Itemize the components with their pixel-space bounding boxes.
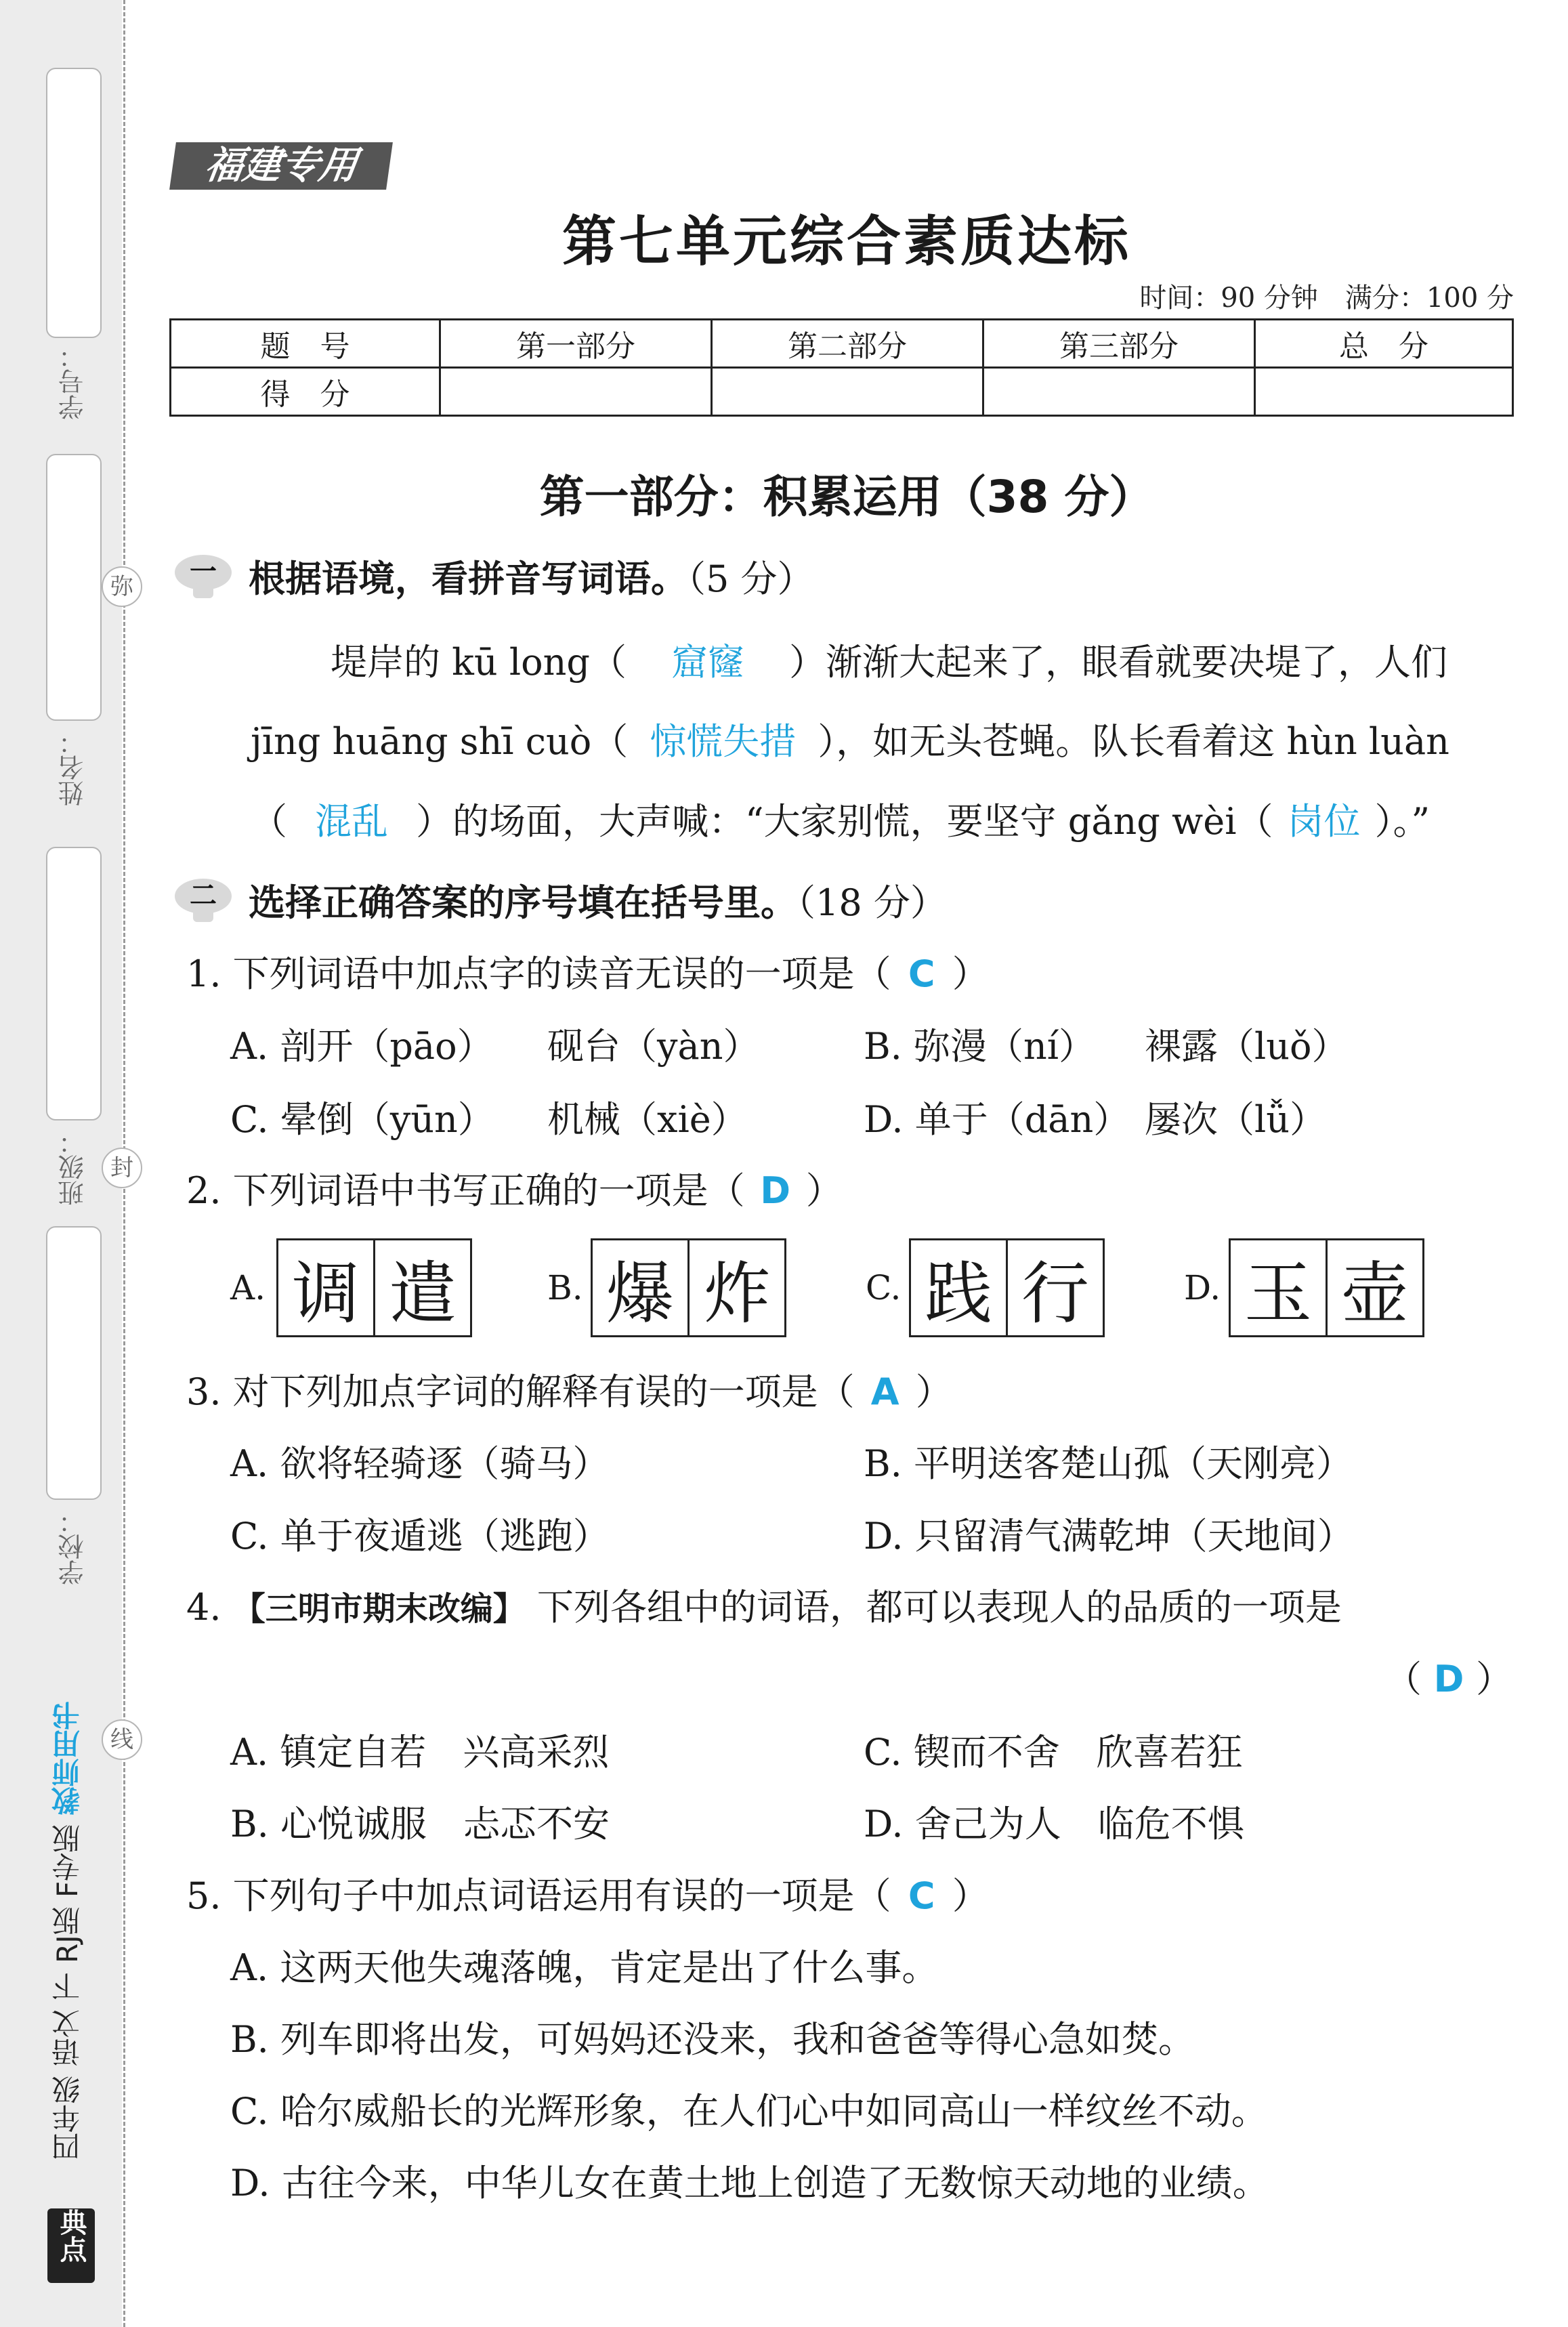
score-header-cell: 总 分: [1255, 320, 1513, 368]
section1-number: 一: [190, 555, 217, 587]
question-text: ）: [952, 952, 989, 995]
publisher-logo: [47, 2208, 95, 2283]
q3-option-b[interactable]: B. 平明送客楚山孤（天刚亮）: [864, 1442, 1353, 1485]
score-header-cell: 第二部分: [712, 320, 983, 368]
q1-option-b1[interactable]: B. 弥漫（ní）: [864, 1025, 1096, 1068]
school-box[interactable]: [46, 1226, 102, 1500]
section2-title: 选择正确答案的序号填在括号里。: [249, 881, 797, 924]
q2-option-label-b[interactable]: B.: [547, 1268, 583, 1307]
q3-option-a[interactable]: A. 欲将轻骑逐（骑马）: [230, 1442, 610, 1485]
region-badge: 福建专用: [169, 142, 393, 190]
student-id-label: 学号：: [58, 343, 88, 420]
seal-char-mi: 弥: [102, 566, 142, 607]
q2-option-label-c[interactable]: C.: [866, 1268, 902, 1307]
question-4-stem: [186, 1578, 1342, 1631]
section-number-icon: [173, 876, 234, 925]
section2-points: （18 分）: [797, 881, 947, 924]
score-table-score-row: [171, 368, 1513, 416]
seal-char-feng: 封: [102, 1148, 142, 1188]
q1-option-a2: 砚台（yàn）: [547, 1025, 760, 1068]
q2-char-grid-a: [276, 1238, 472, 1337]
q1-option-c2: 机械（xiè）: [547, 1098, 748, 1141]
grid-char: 玉: [1244, 1254, 1312, 1333]
q2-option-label-d[interactable]: D.: [1184, 1268, 1221, 1307]
score-row-label: 得 分: [171, 368, 440, 416]
q1-option-d2: 屡次（lǚ）: [1145, 1098, 1327, 1141]
question-4-answer[interactable]: D: [1433, 1658, 1464, 1700]
part1-title: 第一部分：积累运用（38 分）: [539, 471, 1154, 523]
question-text: ）: [952, 1874, 989, 1917]
question-5-stem: [186, 1867, 989, 1919]
sec1-text: jīng huāng shī cuò（: [251, 720, 629, 763]
class-box[interactable]: [46, 847, 102, 1120]
sec1-text: 堤岸的 kū long（: [331, 641, 627, 684]
answer-blank-gangwei[interactable]: 岗位: [1287, 800, 1361, 843]
grid-char: 调: [292, 1254, 360, 1333]
page-title: 第七单元综合素质达标: [562, 209, 1131, 273]
class-label: 班级：: [58, 1129, 88, 1206]
q3-option-d[interactable]: D. 只留清气满乾坤（天地间）: [864, 1515, 1354, 1557]
q5-option-c[interactable]: C. 哈尔威船长的光辉形象，在人们心中如同高山一样纹丝不动。: [230, 2090, 1268, 2133]
question-text: 1. 下列词语中加点字的读音无误的一项是（: [186, 952, 891, 995]
grid-char: 行: [1006, 1240, 1103, 1335]
score-cell-part1[interactable]: [440, 368, 712, 416]
question-source: 【三明市期末改编】: [232, 1590, 526, 1628]
score-cell-part2[interactable]: [712, 368, 983, 416]
school-label: 学校：: [58, 1508, 88, 1585]
sec1-text: ）渐渐大起来了，眼看就要决堤了，人们: [788, 641, 1447, 684]
q2-char-grid-d: [1229, 1238, 1424, 1337]
score-table-header-row: [171, 320, 1513, 368]
sec1-text: （: [251, 800, 287, 843]
section1-title: 根据语境，看拼音写词语。: [249, 558, 687, 600]
q4-option-b[interactable]: B. 心悦诚服 忐忑不安: [230, 1803, 610, 1845]
question-2-answer[interactable]: D: [760, 1169, 791, 1212]
question-number: 4.: [186, 1586, 221, 1629]
grid-char: 壶: [1326, 1240, 1422, 1335]
question-3-stem: [186, 1363, 952, 1415]
sec1-text: ），如无头苍蝇。队长看着这 hùn luàn: [818, 720, 1449, 763]
grid-char: 炸: [687, 1240, 784, 1335]
question-4-answer-row: [1385, 1650, 1512, 1702]
question-text: ）: [1476, 1658, 1512, 1700]
q2-char-grid-c: [909, 1238, 1105, 1337]
q4-option-d[interactable]: D. 舍己为人 临危不惧: [864, 1803, 1244, 1845]
question-3-answer[interactable]: A: [870, 1370, 899, 1413]
exam-meta: 时间：90 分钟 满分：100 分: [1139, 282, 1514, 314]
q2-char-grid-b: [591, 1238, 786, 1337]
question-2-stem: [186, 1162, 843, 1214]
score-header-cell: 题 号: [171, 320, 440, 368]
question-1-stem: [186, 945, 989, 997]
q2-option-label-a[interactable]: A.: [230, 1268, 266, 1307]
question-text: 下列各组中的词语，都可以表现人的品质的一项是: [536, 1586, 1342, 1629]
seal-char-xian: 线: [102, 1719, 142, 1760]
q5-option-b[interactable]: B. 列车即将出发，可妈妈还没来，我和爸爸等得心急如焚。: [230, 2018, 1195, 2061]
answer-blank-hunluan[interactable]: 混乱: [315, 800, 388, 843]
question-text: 5. 下列句子中加点词语运用有误的一项是（: [186, 1874, 891, 1917]
question-1-answer[interactable]: C: [908, 952, 935, 995]
q1-option-b2: 裸露（luǒ）: [1145, 1025, 1349, 1068]
grid-char: 爆: [606, 1254, 674, 1333]
question-5-answer[interactable]: C: [908, 1874, 935, 1917]
q5-option-d[interactable]: D. 古往今来，中华儿女在黄土地上创造了无数惊天动地的业绩。: [230, 2162, 1269, 2204]
q3-option-c[interactable]: C. 单于夜遁逃（逃跑）: [230, 1515, 610, 1557]
sec1-line2: [251, 713, 1449, 765]
section2-number: 二: [190, 879, 217, 911]
question-text: 3. 对下列加点字词的解释有误的一项是（: [186, 1370, 855, 1413]
q1-option-c1[interactable]: C. 晕倒（yūn）: [230, 1098, 494, 1141]
section2-heading: [173, 874, 947, 926]
logo-text: 典点: [56, 2208, 87, 2263]
series-label: [41, 1606, 102, 2161]
score-header-cell: 第三部分: [983, 320, 1255, 368]
q1-option-d1[interactable]: D. 单于（dān）: [864, 1098, 1130, 1141]
q4-option-c[interactable]: C. 锲而不舍 欣喜若狂: [864, 1731, 1243, 1774]
answer-blank-jinghuang[interactable]: 惊慌失措: [650, 720, 797, 763]
grid-char: 遣: [373, 1240, 470, 1335]
question-text: （: [1385, 1658, 1422, 1700]
name-label: 姓名：: [58, 729, 88, 806]
q4-option-a[interactable]: A. 镇定自若 兴高采烈: [230, 1731, 610, 1774]
sec1-line3: [251, 793, 1430, 845]
section-number-icon: [173, 552, 234, 601]
grid-char: 践: [925, 1254, 992, 1333]
q5-option-a[interactable]: A. 这两天他失魂落魄，肯定是出了什么事。: [230, 1946, 939, 1989]
sec1-text: ）的场面，大声喊：“大家别慌，要坚守 gǎng wèi（: [416, 800, 1273, 843]
section1-heading: [173, 550, 814, 602]
answer-blank-kulong[interactable]: 窟窿: [671, 641, 744, 684]
sec1-text: ）。”: [1374, 800, 1431, 843]
question-text: ）: [915, 1370, 952, 1413]
series-prefix: 四年级 语文 下 RJ版 F专版: [51, 1815, 84, 2161]
q1-option-a1[interactable]: A. 剖开（pāo）: [230, 1025, 494, 1068]
question-text: 2. 下列词语中书写正确的一项是（: [186, 1169, 745, 1212]
series-highlight: 教师用书: [51, 1701, 84, 1816]
section1-points: （5 分）: [687, 558, 814, 600]
score-cell-total[interactable]: [1255, 368, 1513, 416]
score-cell-part3[interactable]: [983, 368, 1255, 416]
score-table: [169, 318, 1514, 417]
question-text: ）: [805, 1169, 843, 1212]
sec1-line1: [331, 633, 1447, 686]
score-header-cell: 第一部分: [440, 320, 712, 368]
